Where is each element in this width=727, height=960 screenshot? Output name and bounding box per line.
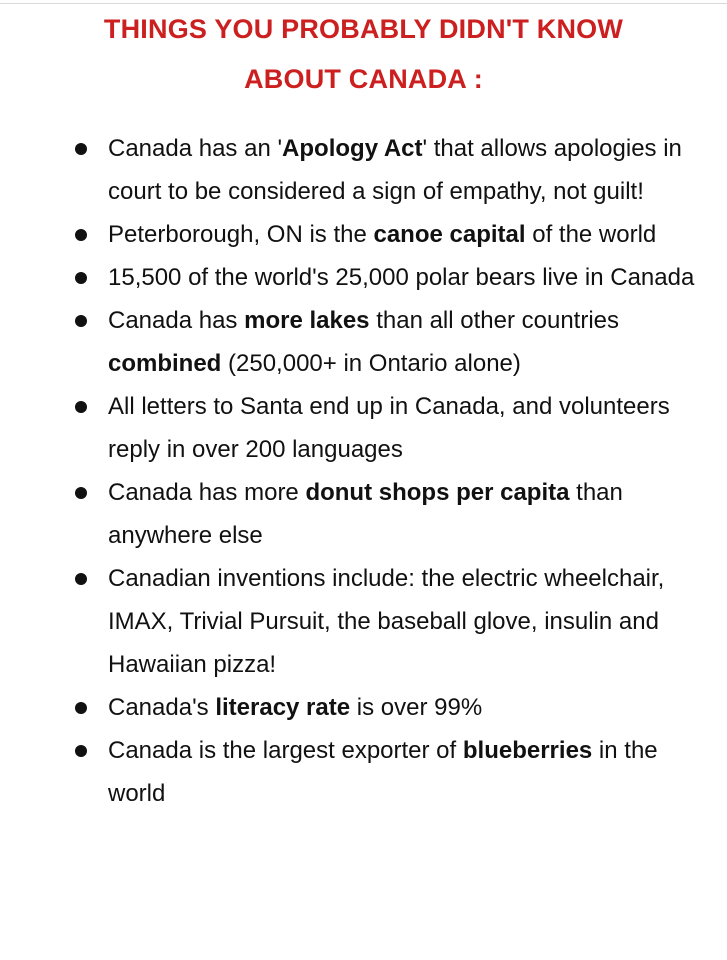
fact-text: 15,500 of the world's 25,000 polar bears live in Canada [108, 264, 695, 291]
fact-text: Canada has [108, 307, 245, 334]
bullet-icon [75, 745, 87, 757]
bullet-icon [75, 272, 87, 284]
fact-emphasis: donut shops per capita [305, 479, 570, 506]
fact-text: in the world [108, 737, 658, 807]
bullet-icon [75, 229, 87, 241]
fact-emphasis: blueberries [462, 737, 593, 764]
fact-item [0, 557, 727, 686]
fact-emphasis: more lakes [244, 307, 370, 334]
fact-text: than anywhere else [108, 479, 623, 549]
fact-item [0, 299, 727, 385]
fact-text: Canada has more [108, 479, 306, 506]
bullet-icon [75, 401, 87, 413]
bullet-icon [75, 143, 87, 155]
fact-item [0, 385, 727, 471]
fact-text: Canada's [108, 694, 216, 721]
fact-item [0, 471, 727, 557]
fact-item [0, 729, 727, 815]
fact-text: of the world [525, 221, 657, 248]
fact-text: (250,000+ in Ontario alone) [221, 350, 521, 377]
title-line-2: ABOUT CANADA : [244, 64, 483, 94]
bullet-icon [75, 573, 87, 585]
fact-text: is over 99% [350, 694, 483, 721]
fact-item [0, 127, 727, 213]
fact-text: Peterborough, ON is the [108, 221, 374, 248]
facts-list [0, 127, 727, 815]
fact-text: Canada has an ' [108, 135, 283, 162]
fact-text: ' that allows apologies in court to be considered a sign of empathy, not guilt! [108, 135, 682, 205]
fact-emphasis: canoe capital [373, 221, 526, 248]
fact-text: All letters to Santa end up in Canada, and volunteers reply in over 200 languages [108, 393, 670, 463]
fact-emphasis: combined [108, 350, 222, 377]
fact-text: Canadian inventions include: the electric wheelchair, IMAX, Trivial Pursuit, the baseball glove, insulin and Hawaiian pizza! [108, 565, 665, 678]
title-line-1: THINGS YOU PROBABLY DIDN'T KNOW [103, 14, 624, 44]
fact-text: Canada is the largest exporter of [108, 737, 463, 764]
fact-text: than all other countries [369, 307, 620, 334]
page-title [0, 4, 727, 104]
bullet-icon [75, 487, 87, 499]
bullet-icon [75, 702, 87, 714]
fact-emphasis: Apology Act [282, 135, 423, 162]
fact-emphasis: literacy rate [215, 694, 351, 721]
fact-item [0, 686, 727, 729]
fact-item [0, 213, 727, 256]
bullet-icon [75, 315, 87, 327]
fact-item [0, 256, 727, 299]
